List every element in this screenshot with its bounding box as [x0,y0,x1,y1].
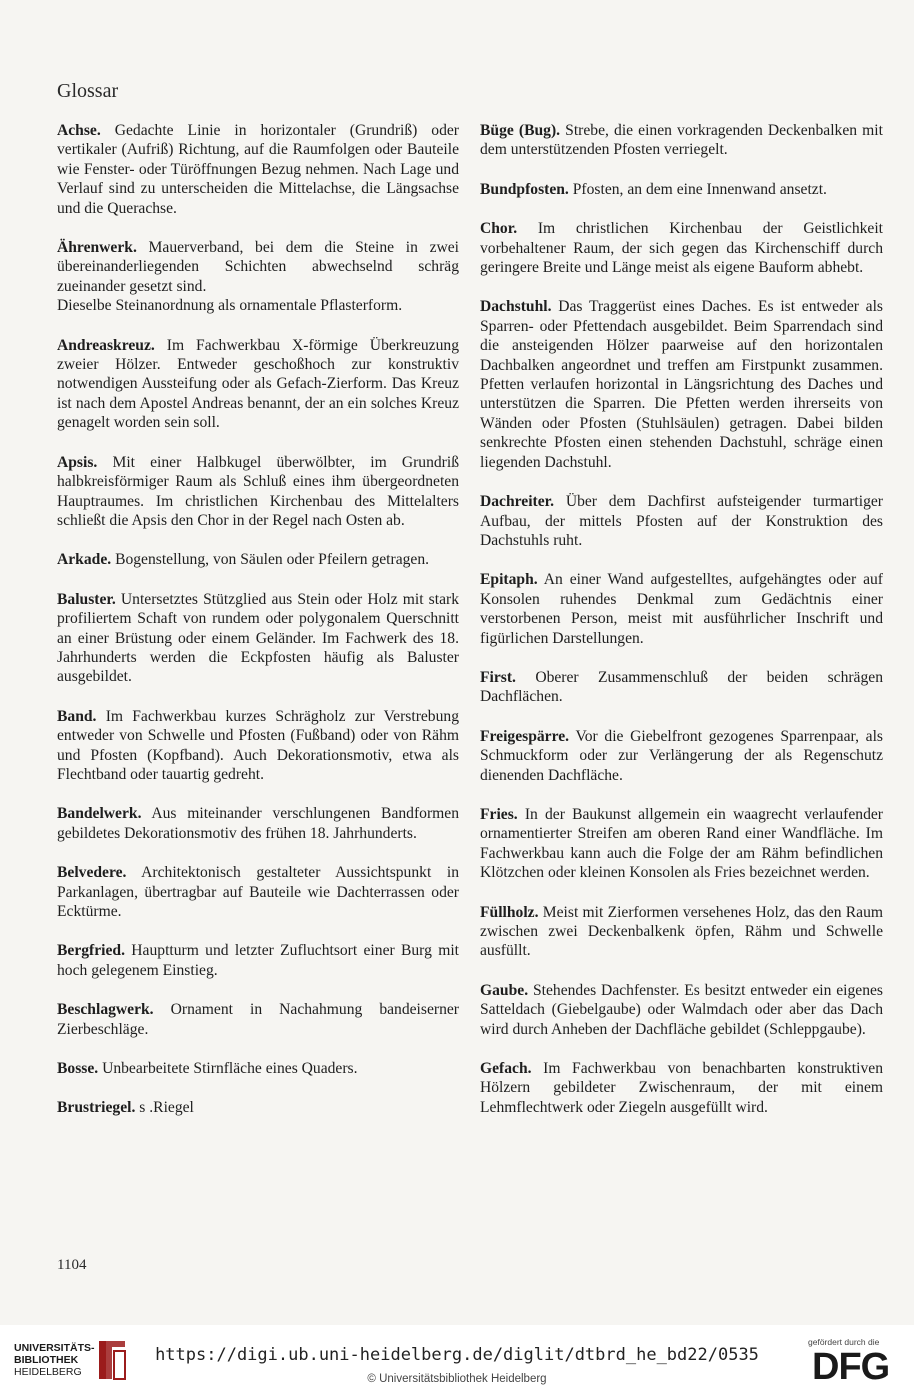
glossary-term: Büge (Bug). [480,122,561,139]
glossary-term: Dachstuhl. [480,298,552,316]
glossary-term: Bosse. [57,1060,99,1078]
glossary-term: Belvedere. [57,864,127,882]
glossary-definition: Stehendes Dachfenster. Es besitzt entweder ein eigenes Satteldach (Giebelgaube) oder Walmdach oder aber das Dach wird durch Anheben der Dachfläche gebildet (Schleppgaube). [480,981,883,1038]
glossary-term: Achse. [57,122,101,139]
permalink-url[interactable]: https://digi.ub.uni-heidelberg.de/diglit/dtbrd_he_bd22/0535 [155,1345,759,1365]
glossary-entry [57,1098,459,1117]
glossary-entry [57,863,459,921]
glossary-term: First. [480,668,516,686]
glossary-entry [57,121,459,218]
glossary-term: Brustriegel. [57,1099,136,1117]
glossary-definition: Über dem Dachfirst aufsteigender turmartiger Aufbau, der mittels Pfosten auf der Konstruktion des Dachstuhls ruht. [480,493,883,549]
glossary-entry [480,727,883,785]
glossary-term: Bundpfosten. [480,180,569,198]
glossary-term: Epitaph. [480,571,538,589]
dfg-logo[interactable]: DFG [812,1346,890,1388]
copyright-notice: © Universitätsbibliothek Heidelberg [367,1373,547,1385]
glossary-entry [480,121,883,160]
glossary-term: Freigespärre. [480,727,570,745]
glossary-entry [57,550,459,569]
glossary-term: Fries. [480,805,518,823]
glossary-definition: Ornament in Nachahmung bandeiserner Zierbeschläge. [57,1001,459,1038]
glossary-definition: Unbearbeitete Stirnfläche eines Quaders. [102,1060,358,1078]
glossary-definition: Im Fachwerkbau von benachbarten konstruktiven Hölzern gebildeter Zwischenraum, der mit einem Lehmflechtwerk oder Ziegeln ausgefüllt wird. [480,1060,883,1116]
glossary-definition: Oberer Zusammenschluß der beiden schrägen Dachflächen. [480,668,883,706]
glossary-definition: Mit einer Halbkugel überwölbter, im Grundriß halbkreisförmiger Raum als Schluß eines ihm übergeordneten Hauptraumes. Im christlichen Kirchenbau des Mittelalters schließt die Apsis den Chor in der Regel nach Osten ab. [57,453,459,529]
glossary-definition: Strebe, die einen vorkragenden Deckenbalken mit dem unterstützenden Pfosten verriegelt. [480,122,883,159]
glossary-term: Gaube. [480,981,529,999]
glossary-entry [57,453,459,531]
glossary-entry [57,336,459,433]
glossary-definition: Meist mit Zierformen versehenes Holz, das den Raum zwischen zwei Deckenbalkenk öpfen, Rähm und Schwelle ausfüllt. [480,903,883,960]
glossary-entry [57,707,459,785]
glossary-definition: Mauerverband, bei dem die Steine in zwei übereinanderliegenden Schichten abwechselnd schräg zueinander gesetzt sind. [57,239,460,295]
glossary-definition: Bogenstellung, von Säulen oder Pfeilern getragen. [115,551,430,569]
glossary-term: Baluster. [57,590,116,608]
library-name-line2: BIBLIOTHEK [14,1354,79,1366]
glossary-definition: Untersetztes Stützglied aus Stein oder Holz mit stark profiliertem Schaft von rundem oder polygonalem Querschnitt an einer Brüstung oder einem Geländer. Im Fachwerk des 18. Jahrhunderts werden die Eckpfosten häufig als Baluster ausgebildet. [57,590,459,686]
glossary-entry [480,981,883,1039]
glossary-entry [480,805,883,883]
glossary-definition: Aus miteinander verschlungenen Bandformen gebildetes Dekorationsmotiv des frühen 18. Jahrhunderts. [57,805,459,842]
glossary-term: Ährenwerk. [57,239,137,257]
glossary-term: Bergfried. [57,942,125,960]
glossary-term: Band. [57,707,97,725]
glossary-term: Apsis. [57,453,98,471]
glossary-entry [57,1000,459,1039]
glossary-definition: Vor die Giebelfront gezogenes Sparrenpaar, als Schmuckform oder zur Verlängerung der als Regenschutz dienenden Dachfläche. [480,727,883,784]
glossary-definition: In der Baukunst allgemein ein waagrecht verlaufender ornamentierter Streifen am oberen Rand einer Wandfläche. Im Fachwerkbau kann auch die Folge der am Rähm befindlichen Klötzchen oder kleinen Konsolen als Fries bezeichnet werden. [480,805,883,882]
glossary-definition: An einer Wand aufgestelltes, aufgehängtes oder auf Konsolen ruhendes Denkmal zum Gedächtnis einer verstorbenen Person, meist mit ausführlicher Inschrift und figürlichen Darstellungen. [480,571,883,647]
glossary-entry [57,1059,459,1078]
glossary-entry [480,668,883,707]
library-name-line3: HEIDELBERG [14,1366,82,1378]
glossary-entry [480,1059,883,1117]
glossary-entry [480,219,883,277]
glossary-definition: Hauptturm und letzter Zufluchtsort einer Burg mit hoch gelegenem Einstieg. [57,942,459,979]
glossary-term: Gefach. [480,1060,532,1078]
glossary-term: Chor. [480,220,518,238]
glossary-entry [57,941,459,980]
glossary-term: Bandelwerk. [57,805,142,823]
page-number: 1104 [57,1257,87,1273]
glossary-entry [480,180,883,199]
glossary-term: Dachreiter. [480,493,555,511]
glossary-entry [57,238,459,316]
glossary-term: Beschlagwerk. [57,1001,154,1019]
glossary-entry [480,570,883,648]
glossary-term: Arkade. [57,551,112,569]
glossary-entry [57,804,459,843]
glossary-definition: Pfosten, an dem eine Innenwand ansetzt. [572,180,827,198]
glossary-definition: Architektonisch gestalteter Aussichtspunkt in Parkanlagen, übertragbar auf Bauteile wie Dachterrassen oder Ecktürme. [57,864,459,920]
glossary-definition: Im christlichen Kirchenbau der Geistlichkeit vorbehaltener Raum, der sich gegen das Kirchenschiff durch geringere Breite und Länge meist als eigene Bauform abhebt. [480,220,883,277]
glossary-entry [480,903,883,961]
left-column [57,121,459,1138]
glossary-definition: Im Fachwerkbau kurzes Schrägholz zur Verstrebung entweder von Schwelle und Pfosten (Fußband) oder von Rähm und Pfosten (Kopfband). Auch Dekorationsmotiv, etwa als Flechtband oder tauartig gedreht. [57,707,459,783]
right-column [480,121,883,1137]
funding-label: gefördert durch die [808,1337,880,1347]
glossary-definition-continued: Dieselbe Steinanordnung als ornamentale Pflasterform. [57,297,403,315]
glossary-definition: Im Fachwerkbau X-förmige Überkreuzung zweier Hölzer. Entweder geschoßhoch zur konstruktiv notwendigen Aussteifung oder als Gefach-Zierform. Das Kreuz ist nach dem Apostel Andreas benannt, der an ein solches Kreuz genagelt worden sein soll. [57,336,459,432]
glossary-definition: Das Traggerüst eines Daches. Es ist entweder als Sparren- oder Pfettendach ausgebildet. Beim Sparrendach sind die ansteigenden Hölzer paarweise auf den horizontalen Dachbalken angeordnet und treffen am Firstpunkt zusammen. Pfetten verlaufen horizontal in Längsrichtung des Daches und unterstützen die Sparren. Die Pfetten werden ihrerseits von Wänden oder Pfosten (Stuhlsäulen) getragen. Dabei bilden senkrechte Pfosten einen stehenden Dachstuhl, schräge einen liegenden Dachstuhl. [480,298,883,471]
glossary-entry [480,297,883,472]
glossary-entry [480,492,883,550]
glossary-term: Andreaskreuz. [57,336,155,354]
viewer-footer [0,1325,914,1395]
glossary-definition: s .Riegel [139,1099,194,1117]
glossary-term: Füllholz. [480,903,539,921]
page-title: Glossar [57,80,119,102]
glossary-definition: Gedachte Linie in horizontaler (Grundriß) oder vertikaler (Aufriß) Richtung, auf die Raumfolgen oder Bauteile wie Fenster- oder Türöffnungen Bezug nehmen. Nach Lage und Verlauf sind zu unterscheiden die Mittelachse, die Längsachse und die Querachse. [57,122,460,217]
glossary-entry [57,590,459,687]
library-name-line1: UNIVERSITÄTS- [14,1342,95,1354]
